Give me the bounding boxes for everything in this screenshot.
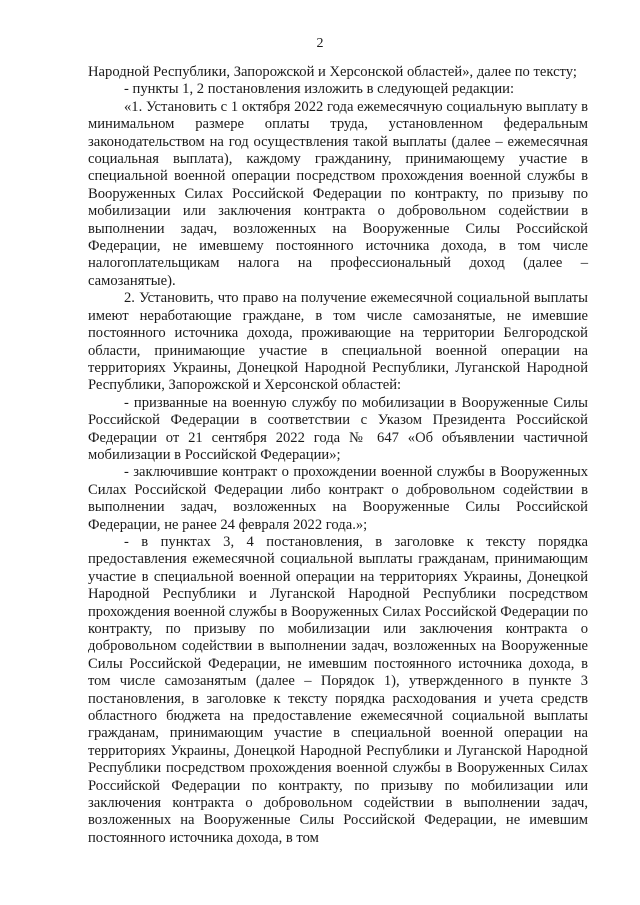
paragraph-item-2: 2. Установить, что право на получение ежемесячной социальной выплаты имеют неработающие граждане, в том числе самозанятые, не имевшие постоянного источника дохода, проживающие на территории Белгородской области, принимающие участие в специальной военной операции на территориях Украины, Донецкой Народной Республики, Луганской Народной Республики, Запорожской и Херсонской областей: — [88, 290, 588, 394]
paragraph-continuation: Народной Республики, Запорожской и Херсонской областей», далее по тексту; — [88, 64, 577, 80]
document-body — [88, 64, 588, 847]
paragraph-contracted: - заключившие контракт о прохождении военной службы в Вооруженных Силах Российской Федерации либо контракт о добровольном содействии в выполнении задач, возложенных на Вооруженные Силы Российской Федерации, не ранее 24 февраля 2022 года.»; — [88, 464, 588, 533]
paragraph-item-1: «1. Установить с 1 октября 2022 года ежемесячную социальную выплату в минимальном размере оплаты труда, установленном федеральным законодательством на год осуществления такой выплаты (далее – ежемесячная социальная выплата), каждому гражданину, принимающему участие в специальной военной операции посредством прохождения военной службы в Вооруженных Силах Российской Федерации по контракту, по призыву по мобилизации или заключения контракта о добровольном содействии в выполнении задач, возложенных на Вооруженные Силы Российской Федерации, не имевшему постоянного источника дохода, в том числе налогоплательщикам налога на профессиональный доход (далее – самозанятые). — [88, 98, 588, 289]
paragraph-mobilized: - призванные на военную службу по мобилизации в Вооруженные Силы Российской Федерации в соответствии с Указом Президента Российской Федерации от 21 сентября 2022 года № 647 «Об объявлении частичной мобилизации в Российской Федерации»; — [88, 394, 588, 463]
page-number: 2 — [316, 36, 324, 51]
paragraph-points-3-4: - в пунктах 3, 4 постановления, в заголовке к тексту порядка предоставления ежемесячной социальной выплаты гражданам, принимающим участие в специальной военной операции на территориях Украины, Донецкой Народной Республики и Луганской Народной Республики посредством прохождения военной службы в Вооруженных Силах Российской Федерации по контракту, по призыву по мобилизации или заключения контракта о добровольном содействии в выполнении задач, возложенных на Вооруженные Силы Российской Федерации, не имевшим постоянного источника дохода, в том числе самозанятым (далее – Порядок 1), утвержденного в пункте 3 постановления, в заголовке к тексту порядка расходования и учета средств областного бюджета на предоставление ежемесячной социальной выплаты гражданам, принимающим участие в специальной военной операции на территориях Украины, Донецкой Народной Республики и Луганской Народной Республики посредством прохождения военной службы в Вооруженных Силах Российской Федерации по контракту, по призыву по мобилизации или заключения контракта о добровольном содействии в выполнении задач, возложенных на Вооруженные Силы Российской Федерации, не имевшим постоянного источника дохода, в том — [88, 533, 588, 846]
paragraph-amendment-intro: - пункты 1, 2 постановления изложить в следующей редакции: — [124, 81, 515, 98]
